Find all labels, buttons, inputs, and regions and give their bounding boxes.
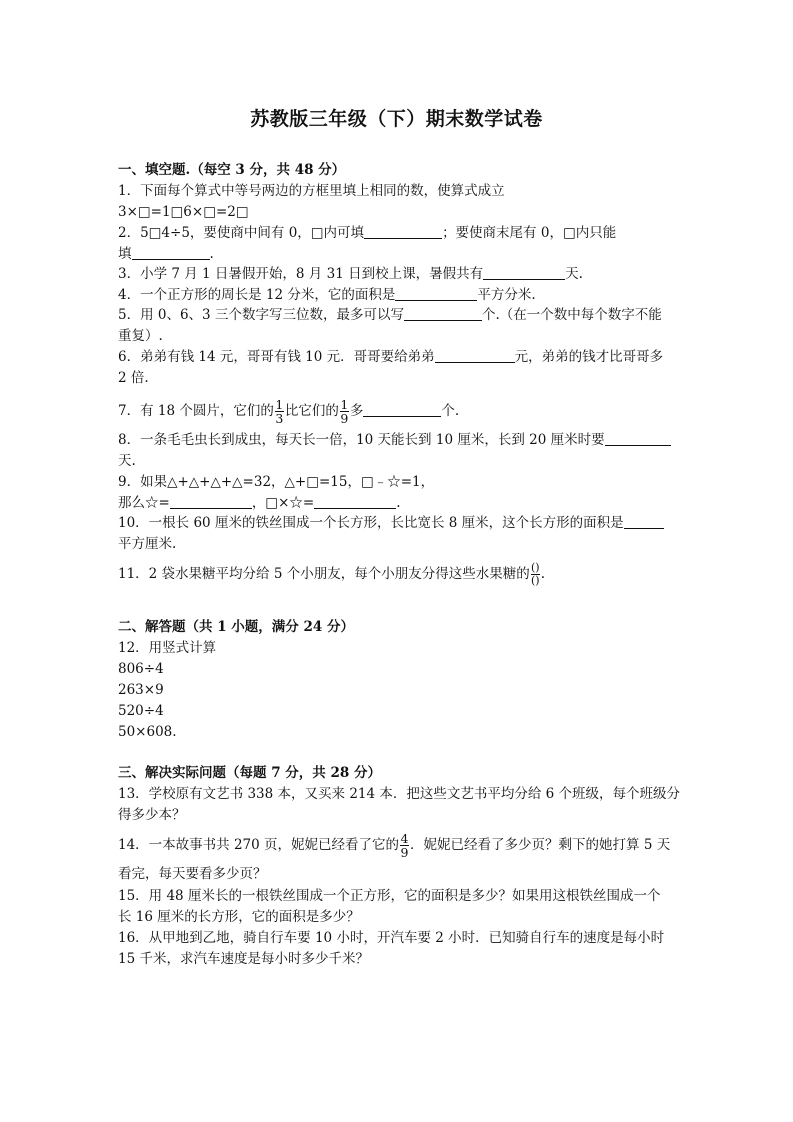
q7-text-c: 多 [349, 403, 364, 419]
q11-frac-numerator: () [530, 561, 540, 574]
q5-text-b: 个.（在一个数中每个数字不能 [481, 307, 662, 323]
q2-line2 [118, 246, 214, 262]
q2-blank-2[interactable] [132, 247, 210, 260]
q15-line1: 15．用 48 厘米长的一根铁丝围成一个正方形，它的面积是多少？如果用这根铁丝围成一个 [118, 888, 661, 904]
q14-fraction [400, 832, 409, 859]
q16-line1: 16．从甲地到乙地，骑自行车要 10 小时，开汽车要 2 小时．已知骑自行车的速度是每小时 [118, 930, 665, 946]
q4-text-a: 4．一个正方形的周长是 12 分米，它的面积是 [118, 287, 396, 303]
q3-blank[interactable] [483, 267, 565, 280]
page-title: 苏教版三年级（下）期末数学试卷 [250, 108, 543, 130]
q11-line [118, 561, 545, 587]
q7-frac1-numerator: 1 [275, 397, 284, 412]
q7-text-b: 比它们的 [284, 403, 339, 419]
q12-text: 12．用竖式计算 [118, 640, 217, 656]
q8-blank[interactable] [605, 433, 671, 446]
q7-text-d: 个. [441, 403, 460, 419]
q14-frac-denominator: 9 [400, 845, 409, 860]
q15-line2: 长 16 厘米的长方形，它的面积是多少？ [118, 909, 360, 925]
section2-heading: 二、解答题（共 1 小题，满分 24 分） [118, 619, 354, 635]
q10-blank[interactable] [624, 516, 664, 529]
q2-text-a: 2．5□4÷5，要使商中间有 0，□内可填 [118, 225, 365, 241]
q7-text-a: 7．有 18 个圆片，它们的 [118, 403, 274, 419]
q10-line2: 平方厘米. [118, 536, 177, 552]
q9-text-d: . [396, 495, 401, 511]
q14-text-b: ．妮妮已经看了多少页？剩下的她打算 5 天 [410, 837, 671, 853]
section3-heading: 三、解决实际问题（每题 7 分，共 28 分） [118, 765, 381, 781]
q3-text-a: 3．小学 7 月 1 日暑假开始，8 月 31 日到校上课，暑假共有 [118, 266, 484, 282]
q4-line [118, 287, 536, 303]
q13-line1: 13．学校原有文艺书 338 本，又买来 214 本．把这些文艺书平均分给 6 个班级，每个班级分 [118, 786, 681, 802]
q11-text-b: . [540, 566, 546, 582]
q7-frac1-denominator: 3 [275, 411, 284, 426]
q9-blank-1[interactable] [170, 496, 252, 509]
q14-line1 [118, 832, 670, 859]
q2-text-c: 填 [118, 246, 132, 262]
q3-text-b: 天. [565, 266, 583, 282]
q12-item-1: 806÷4 [118, 661, 164, 677]
q6-line1 [118, 349, 663, 365]
q11-frac-denominator: () [530, 574, 540, 587]
q11-fraction [531, 562, 540, 587]
q14-frac-numerator: 4 [400, 831, 409, 846]
q4-blank[interactable] [395, 288, 477, 301]
q3-line [118, 266, 583, 282]
q10-line1 [118, 515, 664, 531]
q2-blank-1[interactable] [364, 226, 442, 239]
q14-text-a: 14．一本故事书共 270 页，妮妮已经看了它的 [118, 837, 400, 853]
q7-fraction-1 [275, 398, 284, 425]
q1-formula: 3×□=1□6×□=2□ [118, 204, 249, 220]
q6-blank[interactable] [435, 350, 515, 363]
section1-heading: 一、填空题.（每空 3 分，共 48 分） [118, 162, 346, 178]
q2-text-b: ；要使商末尾有 0，□内只能 [442, 225, 617, 241]
q5-text-a: 5．用 0、6、3 三个数字写三位数，最多可以写 [118, 307, 404, 323]
q5-line1 [118, 307, 662, 323]
q5-line2: 重复）. [118, 328, 163, 344]
q5-blank[interactable] [404, 308, 482, 321]
q7-blank[interactable] [363, 404, 441, 417]
q7-line [118, 398, 459, 425]
q10-text-a: 10．一根长 60 厘米的铁丝围成一个长方形，长比宽长 8 厘米，这个长方形的面积是 [118, 515, 624, 531]
q1-text: 1．下面每个算式中等号两边的方框里填上相同的数，使算式成立 [118, 183, 505, 199]
q9-line1: 9．如果△+△+△+△=32，△+□=15，□﹣☆=1， [118, 474, 435, 490]
q8-line1 [118, 432, 671, 448]
q6-line2: 2 倍. [118, 370, 149, 386]
q8-text-a: 8．一条毛毛虫长到成虫，每天长一倍，10 天能长到 10 厘米，长到 20 厘米时要 [118, 432, 605, 448]
q6-text-b: 元，弟弟的钱才比哥哥多 [514, 349, 664, 365]
q9-text-b: 那么☆= [118, 495, 170, 511]
q12-item-2: 263×9 [118, 682, 164, 698]
q6-text-a: 6．弟弟有钱 14 元，哥哥有钱 10 元．哥哥要给弟弟 [118, 349, 435, 365]
q16-line2: 15 千米，求汽车速度是每小时多少千米？ [118, 951, 369, 967]
q12-item-4: 50×608. [118, 724, 177, 740]
q7-frac2-numerator: 1 [340, 397, 349, 412]
q14-line2: 看完，每天要看多少页？ [118, 866, 267, 882]
q7-frac2-denominator: 9 [340, 411, 349, 426]
q2-text-d: . [209, 246, 214, 262]
q13-line2: 得多少本？ [118, 807, 186, 823]
q11-text-a: 11．2 袋水果糖平均分给 5 个小朋友，每个小朋友分得这些水果糖的 [118, 566, 530, 582]
q7-fraction-2 [340, 398, 349, 425]
q9-text-c: ，□×☆= [251, 495, 315, 511]
q9-blank-2[interactable] [314, 496, 396, 509]
q8-line2: 天. [118, 453, 136, 469]
q4-text-b: 平方分米. [477, 287, 536, 303]
q2-line1 [118, 225, 616, 241]
q12-item-3: 520÷4 [118, 703, 164, 719]
q9-line2 [118, 495, 401, 511]
